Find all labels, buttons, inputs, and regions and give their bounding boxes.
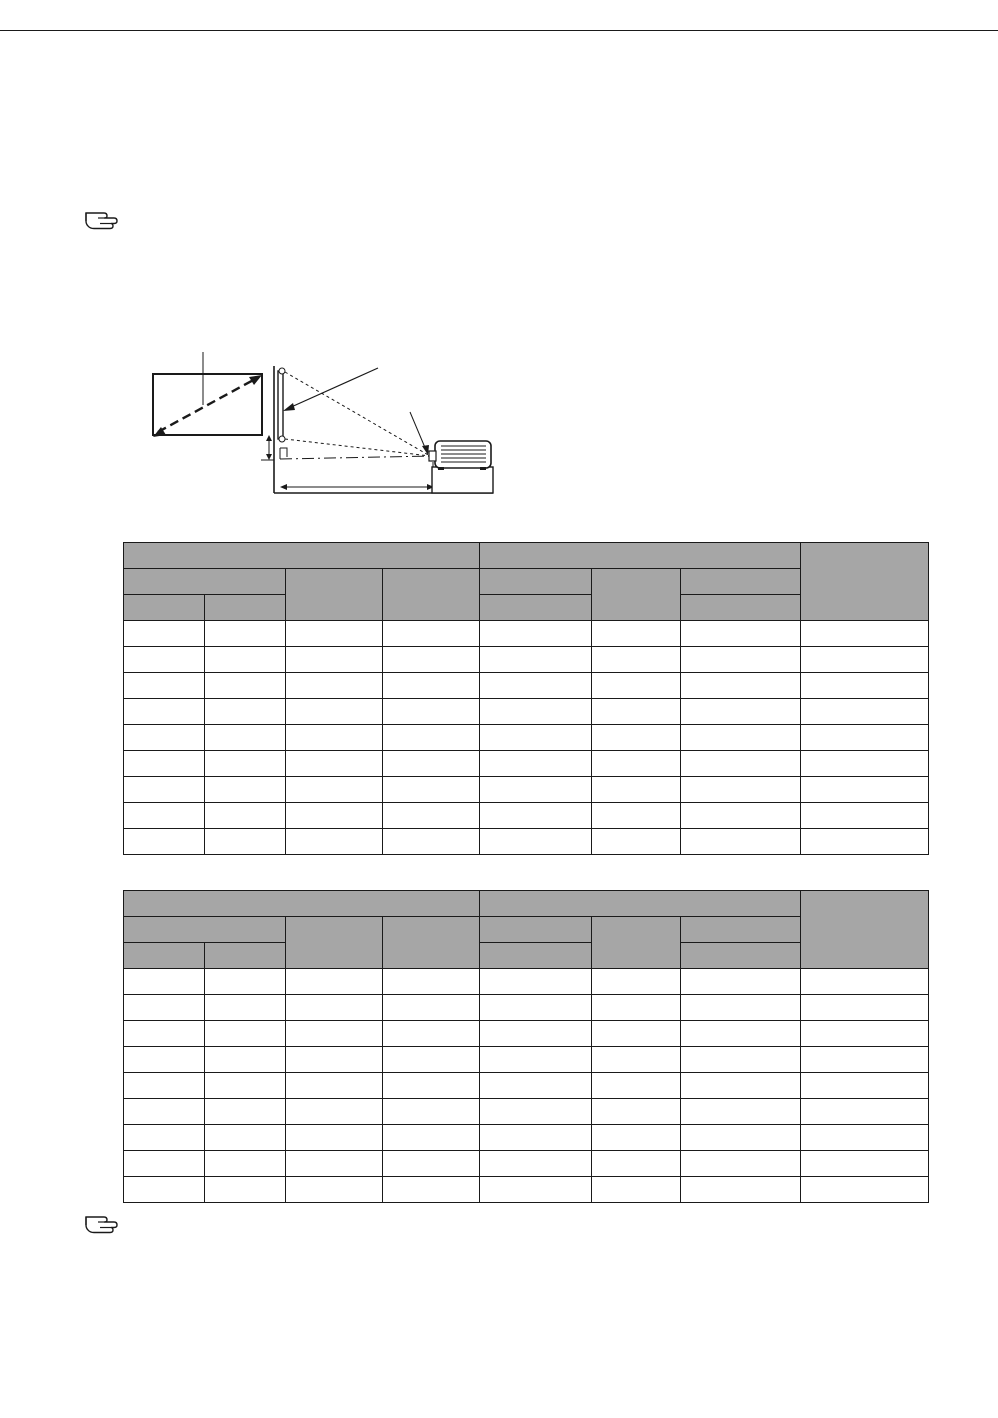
table-cell bbox=[801, 1125, 929, 1151]
table-cell bbox=[592, 673, 681, 699]
table-row bbox=[124, 803, 929, 829]
table-cell bbox=[205, 1151, 286, 1177]
table-cell bbox=[124, 995, 205, 1021]
header-cell bbox=[801, 891, 929, 969]
table-cell bbox=[205, 803, 286, 829]
table-cell bbox=[286, 725, 383, 751]
table-cell bbox=[681, 751, 801, 777]
table-cell bbox=[205, 725, 286, 751]
header-cell bbox=[480, 569, 592, 595]
table-cell bbox=[592, 725, 681, 751]
table-cell bbox=[801, 1099, 929, 1125]
table-cell bbox=[801, 969, 929, 995]
table-cell bbox=[592, 1151, 681, 1177]
table-cell bbox=[383, 1177, 480, 1203]
table-cell bbox=[124, 1047, 205, 1073]
table-cell bbox=[205, 1125, 286, 1151]
table-cell bbox=[592, 829, 681, 855]
table-cell bbox=[480, 725, 592, 751]
table-cell bbox=[124, 969, 205, 995]
table-cell bbox=[681, 1099, 801, 1125]
table-cell bbox=[286, 969, 383, 995]
table-cell bbox=[801, 1073, 929, 1099]
table-cell bbox=[124, 1177, 205, 1203]
table-row bbox=[124, 1099, 929, 1125]
header-rule bbox=[0, 30, 998, 31]
table-cell bbox=[286, 1047, 383, 1073]
table-cell bbox=[480, 1047, 592, 1073]
table-cell bbox=[383, 621, 480, 647]
table-cell bbox=[383, 995, 480, 1021]
header-cell bbox=[480, 595, 592, 621]
table-row bbox=[124, 1047, 929, 1073]
table-cell bbox=[480, 1125, 592, 1151]
table-cell bbox=[801, 995, 929, 1021]
table-cell bbox=[592, 803, 681, 829]
table-cell bbox=[801, 673, 929, 699]
table-cell bbox=[801, 829, 929, 855]
table-cell bbox=[124, 1125, 205, 1151]
header-cell bbox=[205, 595, 286, 621]
table-row bbox=[124, 621, 929, 647]
table-cell bbox=[205, 621, 286, 647]
table-cell bbox=[801, 803, 929, 829]
header-cell bbox=[124, 943, 205, 969]
table-row bbox=[124, 725, 929, 751]
table-cell bbox=[383, 1047, 480, 1073]
table-cell bbox=[592, 1177, 681, 1203]
projection-dimensions-table-2 bbox=[123, 890, 929, 1203]
table-cell bbox=[801, 777, 929, 803]
table-cell bbox=[480, 969, 592, 995]
table-cell bbox=[205, 751, 286, 777]
table-cell bbox=[383, 1125, 480, 1151]
table-cell bbox=[480, 751, 592, 777]
header-cell bbox=[383, 569, 480, 621]
table-cell bbox=[801, 699, 929, 725]
table-cell bbox=[205, 1021, 286, 1047]
table-cell bbox=[592, 751, 681, 777]
header-cell bbox=[383, 917, 480, 969]
table-cell bbox=[286, 673, 383, 699]
table-row bbox=[124, 1125, 929, 1151]
table-cell bbox=[480, 673, 592, 699]
table-cell bbox=[124, 673, 205, 699]
table-cell bbox=[681, 777, 801, 803]
table-cell bbox=[681, 969, 801, 995]
header-cell bbox=[124, 543, 480, 569]
table-cell bbox=[205, 1073, 286, 1099]
table-cell bbox=[205, 829, 286, 855]
table-row bbox=[124, 969, 929, 995]
table-cell bbox=[681, 1047, 801, 1073]
header-cell bbox=[480, 917, 592, 943]
header-cell bbox=[480, 543, 801, 569]
table-cell bbox=[124, 699, 205, 725]
table-cell bbox=[801, 621, 929, 647]
table-cell bbox=[592, 1099, 681, 1125]
table-row bbox=[124, 995, 929, 1021]
table-cell bbox=[681, 673, 801, 699]
table-cell bbox=[592, 1047, 681, 1073]
table-row bbox=[124, 647, 929, 673]
header-cell bbox=[681, 917, 801, 943]
table-cell bbox=[205, 995, 286, 1021]
table-cell bbox=[286, 621, 383, 647]
table-cell bbox=[681, 829, 801, 855]
pointing-hand-icon bbox=[84, 1211, 120, 1235]
table-cell bbox=[124, 1151, 205, 1177]
table-cell bbox=[592, 995, 681, 1021]
header-cell bbox=[480, 891, 801, 917]
table-cell bbox=[205, 647, 286, 673]
table-cell bbox=[383, 777, 480, 803]
table-cell bbox=[480, 647, 592, 673]
table-cell bbox=[681, 647, 801, 673]
header-cell bbox=[286, 569, 383, 621]
table-cell bbox=[124, 725, 205, 751]
header-cell bbox=[205, 943, 286, 969]
table-cell bbox=[383, 751, 480, 777]
table-row bbox=[124, 751, 929, 777]
table-cell bbox=[801, 751, 929, 777]
table-cell bbox=[383, 1151, 480, 1177]
table-cell bbox=[286, 995, 383, 1021]
table-cell bbox=[205, 673, 286, 699]
table-cell bbox=[205, 1177, 286, 1203]
table-cell bbox=[592, 647, 681, 673]
table-cell bbox=[480, 803, 592, 829]
table-cell bbox=[383, 673, 480, 699]
table-cell bbox=[383, 647, 480, 673]
table-cell bbox=[681, 1021, 801, 1047]
table-cell bbox=[383, 969, 480, 995]
table-cell bbox=[801, 647, 929, 673]
pointing-hand-icon bbox=[84, 207, 120, 231]
table-cell bbox=[286, 1021, 383, 1047]
table-cell bbox=[205, 777, 286, 803]
table-cell bbox=[681, 699, 801, 725]
table-row bbox=[124, 1073, 929, 1099]
table-cell bbox=[286, 1073, 383, 1099]
table-cell bbox=[205, 699, 286, 725]
table-cell bbox=[286, 699, 383, 725]
table-cell bbox=[480, 829, 592, 855]
header-cell bbox=[681, 943, 801, 969]
table-cell bbox=[286, 803, 383, 829]
table-cell bbox=[480, 699, 592, 725]
table-cell bbox=[286, 1151, 383, 1177]
table-cell bbox=[124, 777, 205, 803]
table-row bbox=[124, 673, 929, 699]
table-cell bbox=[681, 621, 801, 647]
table-row bbox=[124, 777, 929, 803]
table-cell bbox=[205, 1099, 286, 1125]
table-cell bbox=[124, 803, 205, 829]
table-cell bbox=[286, 1177, 383, 1203]
table-cell bbox=[124, 621, 205, 647]
table-cell bbox=[124, 1099, 205, 1125]
header-cell bbox=[681, 569, 801, 595]
header-cell bbox=[124, 891, 480, 917]
table-cell bbox=[383, 1073, 480, 1099]
table-cell bbox=[681, 725, 801, 751]
table-cell bbox=[480, 995, 592, 1021]
table-cell bbox=[681, 1151, 801, 1177]
projection-dimensions-table-1 bbox=[123, 542, 929, 855]
header-cell bbox=[480, 943, 592, 969]
table-cell bbox=[286, 1125, 383, 1151]
table-cell bbox=[124, 751, 205, 777]
table-row bbox=[124, 1021, 929, 1047]
table-cell bbox=[480, 1073, 592, 1099]
table-cell bbox=[801, 1177, 929, 1203]
table-cell bbox=[480, 777, 592, 803]
header-cell bbox=[592, 917, 681, 969]
table-cell bbox=[286, 751, 383, 777]
table-cell bbox=[801, 1047, 929, 1073]
projector-table bbox=[432, 467, 493, 493]
table-cell bbox=[124, 1021, 205, 1047]
header-cell bbox=[592, 569, 681, 621]
table-cell bbox=[205, 969, 286, 995]
table-row bbox=[124, 699, 929, 725]
table-cell bbox=[286, 647, 383, 673]
table-cell bbox=[592, 969, 681, 995]
table-row bbox=[124, 829, 929, 855]
table-cell bbox=[286, 829, 383, 855]
table-cell bbox=[480, 1021, 592, 1047]
header-cell bbox=[801, 543, 929, 621]
header-cell bbox=[124, 595, 205, 621]
table-cell bbox=[681, 803, 801, 829]
table-cell bbox=[592, 621, 681, 647]
table-cell bbox=[286, 777, 383, 803]
table-row bbox=[124, 1151, 929, 1177]
table-cell bbox=[592, 699, 681, 725]
table-cell bbox=[592, 1073, 681, 1099]
table-cell bbox=[205, 1047, 286, 1073]
projector-icon bbox=[429, 441, 491, 470]
header-cell bbox=[681, 595, 801, 621]
table-cell bbox=[480, 1151, 592, 1177]
table-cell bbox=[592, 1125, 681, 1151]
table-cell bbox=[480, 1177, 592, 1203]
table-cell bbox=[801, 1151, 929, 1177]
table-cell bbox=[383, 803, 480, 829]
table-row bbox=[124, 1177, 929, 1203]
table-cell bbox=[681, 1125, 801, 1151]
table-cell bbox=[383, 1021, 480, 1047]
table-cell bbox=[124, 829, 205, 855]
table-cell bbox=[383, 725, 480, 751]
header-cell bbox=[124, 917, 286, 943]
table-cell bbox=[383, 1099, 480, 1125]
header-cell bbox=[286, 917, 383, 969]
table-cell bbox=[124, 647, 205, 673]
screen-side-view bbox=[278, 371, 283, 439]
table-cell bbox=[383, 829, 480, 855]
table-cell bbox=[383, 699, 480, 725]
table-cell bbox=[286, 1099, 383, 1125]
table-cell bbox=[480, 621, 592, 647]
table-cell bbox=[681, 995, 801, 1021]
table-cell bbox=[681, 1177, 801, 1203]
table-cell bbox=[801, 1021, 929, 1047]
table-cell bbox=[681, 1073, 801, 1099]
table-cell bbox=[124, 1073, 205, 1099]
table-cell bbox=[480, 1099, 592, 1125]
table-cell bbox=[592, 777, 681, 803]
header-cell bbox=[124, 569, 286, 595]
projection-distance-diagram bbox=[146, 350, 496, 495]
table-cell bbox=[801, 725, 929, 751]
table-cell bbox=[592, 1021, 681, 1047]
